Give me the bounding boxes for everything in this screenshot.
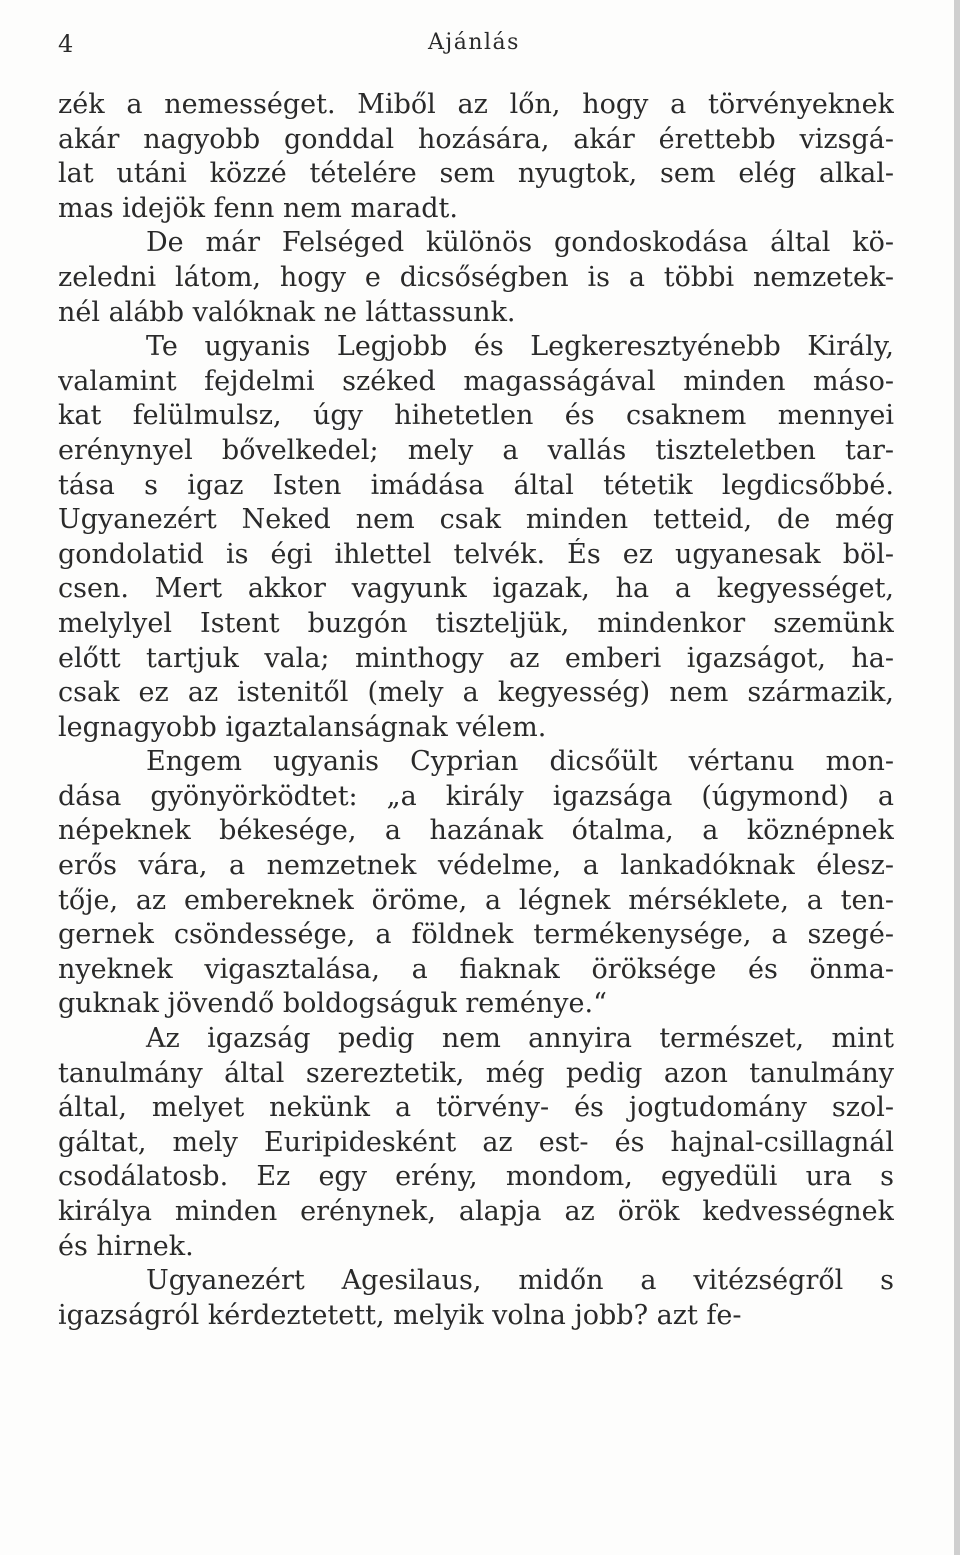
text-line: gondolatid is égi ihlettel telvék. És ez ugyanesak böl- xyxy=(58,538,894,570)
text-line: zeledni látom, hogy e dicsőségben is a többi nemzetek- xyxy=(58,261,894,293)
text-line: nél alább valóknak ne láttassunk. xyxy=(58,296,516,328)
text-line: csen. Mert akkor vagyunk igazak, ha a kegyességet, xyxy=(58,573,894,605)
running-head: Ajánlás xyxy=(428,30,520,55)
text-line: és hirnek. xyxy=(58,1230,194,1262)
text-line: lat utáni közzé tételére sem nyugtok, sem elég alkal- xyxy=(58,158,894,190)
text-line: akár nagyobb gonddal hozására, akár érettebb vizsgá- xyxy=(58,123,894,155)
text-line: csodálatosb. Ez egy erény, mondom, egyedüli ura s xyxy=(58,1161,894,1193)
text-line: nyeknek vigasztalása, a fiaknak öröksége és önma- xyxy=(58,953,894,985)
text-line: igazságról kérdeztetett, melyik volna jobb? azt fe- xyxy=(58,1299,742,1331)
text-line: csak ez az istenitől (mely a kegyesség) nem származik, xyxy=(58,677,894,709)
page-edge xyxy=(954,0,960,1555)
text-line: előtt tartjuk vala; minthogy az emberi igazságot, ha- xyxy=(58,642,894,674)
text-line: népeknek békesége, a hazának ótalma, a köznépnek xyxy=(58,815,894,847)
text-line: Te ugyanis Legjobb és Legkeresztyénebb Király, xyxy=(146,331,894,363)
text-line: Az igazság pedig nem annyira természet, mint xyxy=(146,1023,894,1055)
body-text xyxy=(58,88,894,1333)
text-line: Engem ugyanis Cyprian dicsőült vértanu mon- xyxy=(146,746,894,778)
page-number: 4 xyxy=(58,30,75,58)
text-line: Ugyanezért Neked nem csak minden tetteid, de még xyxy=(58,504,894,536)
text-line: guknak jövendő boldogságuk reménye.“ xyxy=(58,988,607,1020)
text-line: dása gyönyörködtet: „a király igazsága (úgymond) a xyxy=(58,780,894,812)
text-line: legnagyobb igaztalanságnak vélem. xyxy=(58,711,547,743)
text-line: De már Felséged különös gondoskodása által kö- xyxy=(146,227,894,259)
text-line: mas idejök fenn nem maradt. xyxy=(58,192,458,224)
text-line: valamint fejdelmi széked magasságával minden máso- xyxy=(58,365,894,397)
text-line: által, melyet nekünk a törvény- és jogtudomány szol- xyxy=(58,1092,894,1124)
text-line: erős vára, a nemzetnek védelme, a lankadóknak élesz- xyxy=(58,850,894,882)
text-line: királya minden erénynek, alapja az örök kedvességnek xyxy=(58,1196,894,1227)
text-line: erénynyel bővelkedel; mely a vallás tiszteletben tar- xyxy=(58,434,894,466)
text-line: tője, az embereknek öröme, a légnek mérséklete, a ten- xyxy=(58,884,894,916)
text-line: kat felülmulsz, úgy hihetetlen és csaknem mennyei xyxy=(58,400,894,432)
text-line: melylyel Istent buzgón tiszteljük, mindenkor szemünk xyxy=(58,607,894,639)
text-line: zék a nemességet. Miből az lőn, hogy a törvényeknek xyxy=(58,89,894,120)
text-line: gáltat, mely Euripidesként az est- és hajnal-csillagnál xyxy=(58,1126,894,1158)
text-line: tása s igaz Isten imádása által tétetik legdicsőbbé. xyxy=(58,469,894,501)
text-line: gernek csöndessége, a földnek termékenysége, a szegé- xyxy=(58,919,894,951)
page-header xyxy=(58,30,890,62)
text-line: Ugyanezért Agesilaus, midőn a vitézségről s xyxy=(146,1265,894,1297)
text-line: tanulmány által szereztetik, még pedig azon tanulmány xyxy=(58,1057,894,1089)
